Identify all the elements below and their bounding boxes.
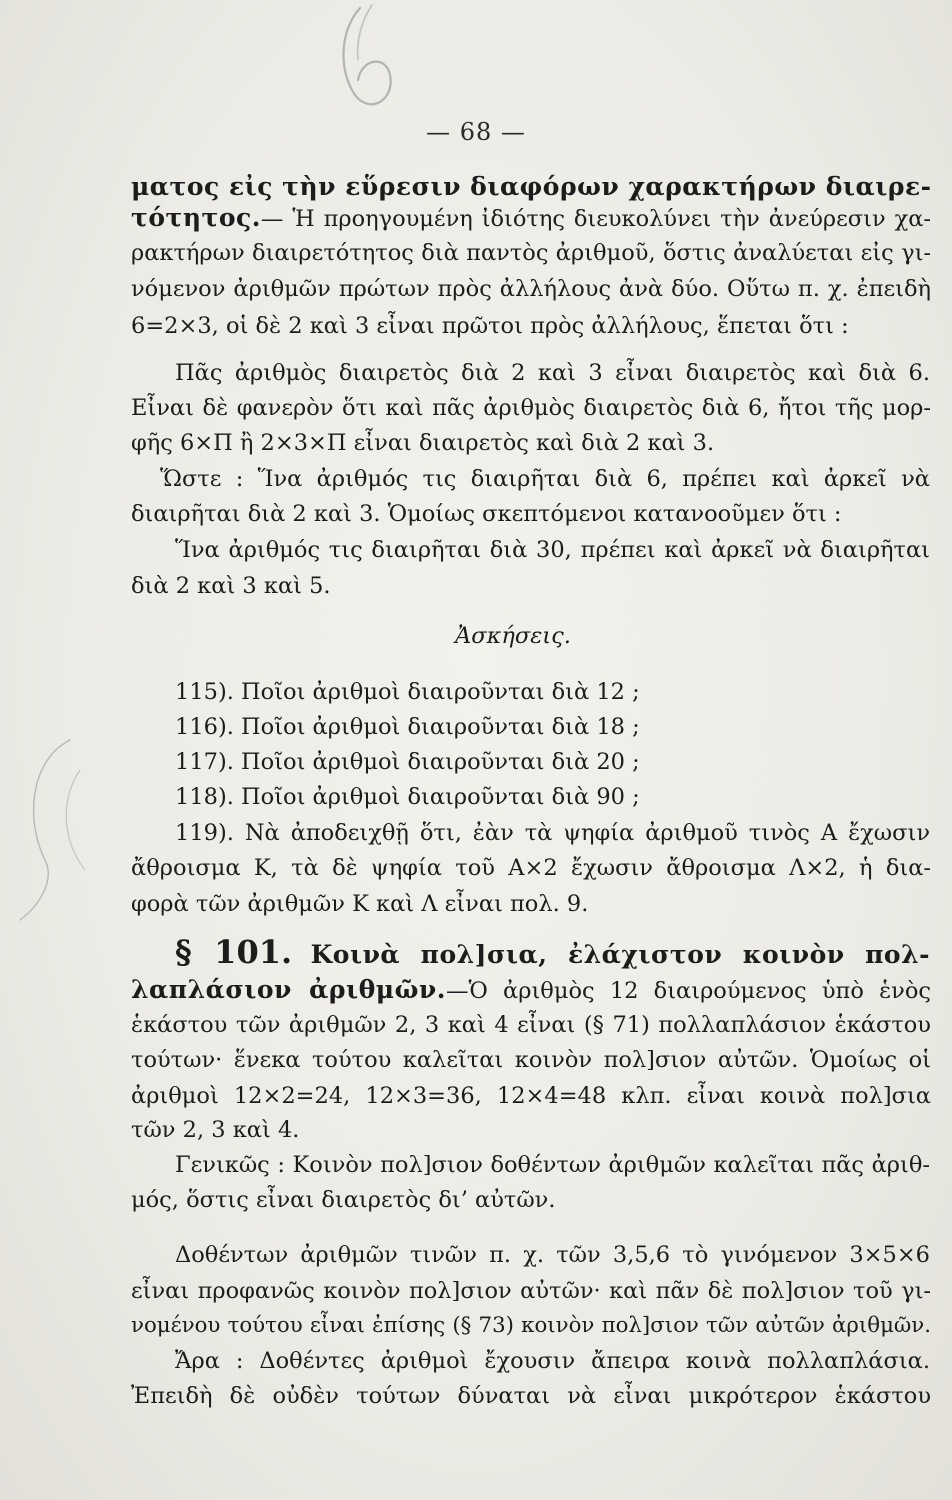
text-run: —Ὁ ἀριθμὸς 12 διαιρούμενος ὑπὸ ἑνὸς	[445, 978, 931, 1004]
exercise-item: 115). Ποῖοι ἀριθμοὶ διαιροῦνται διὰ 12 ;	[175, 679, 640, 705]
text-line: τούτων· ἕνεκα τούτου καλεῖται κοινὸν πολ]σιον αὐτῶν. Ὁμοίως οἱ	[131, 1047, 931, 1073]
exercise-item: 116). Ποῖοι ἀριθμοὶ διαιροῦνται διὰ 18 ;	[175, 714, 640, 740]
text-line: διαιρῆται διὰ 2 καὶ 3. Ὁμοίως σκεπτόμενοι κατανοοῦμεν ὅτι :	[131, 501, 842, 527]
text-line: Ἐπειδὴ δὲ οὐδὲν τούτων δύναται νὰ εἶναι μικρότερον ἑκάστου	[131, 1383, 931, 1409]
text-line: ἀριθμοὶ 12×2=24, 12×3=36, 12×4=48 κλπ. εἶναι κοινὰ πολ]σια	[131, 1083, 931, 1109]
text-line: φορὰ τῶν ἀριθμῶν Κ καὶ Λ εἶναι πολ. 9.	[131, 891, 589, 917]
text-line: μός, ὅστις εἶναι διαιρετὸς δι’ αὐτῶν.	[131, 1187, 556, 1213]
section-heading	[175, 932, 930, 972]
text-run: — Ἡ προηγουμένη ἰδιότης διευκολύνει τὴν ἀνεύρεσιν χα-	[260, 206, 931, 232]
text-line	[131, 975, 931, 1005]
text-line: Δοθέντων ἀριθμῶν τινῶν π. χ. τῶν 3,5,6 τὸ γινόμενον 3×5×6	[175, 1242, 930, 1268]
text-line: Ἵνα ἀριθμός τις διαιρῆται διὰ 30, πρέπει καὶ ἀρκεῖ νὰ διαιρῆται	[175, 537, 930, 563]
section-number: § 101.	[175, 933, 293, 971]
page-number: — 68 —	[426, 118, 526, 146]
text-line: Γενικῶς : Κοινὸν πολ]σιον δοθέντων ἀριθμῶν καλεῖται πᾶς ἀριθ-	[175, 1152, 930, 1178]
exercise-item: 119). Νὰ ἀποδειχθῇ ὅτι, ἐὰν τὰ ψηφία ἀριθμοῦ τινὸς Α ἔχωσιν	[175, 820, 930, 846]
text-line: Ὥστε : Ἵνα ἀριθμός τις διαιρῆται διὰ 6, πρέπει καὶ ἀρκεῖ νὰ	[160, 466, 930, 492]
section-title-end: λαπλάσιον ἀριθμῶν.	[131, 975, 446, 1004]
text-line: ρακτήρων διαιρετότητος διὰ παντὸς ἀριθμοῦ, ὅστις ἀναλύεται εἰς γι-	[131, 240, 931, 266]
margin-pencil-mark	[0, 730, 120, 930]
text-line: νόμενον ἀριθμῶν πρώτων πρὸς ἀλλήλους ἀνὰ δύο. Οὕτω π. χ. ἐπειδὴ	[131, 276, 931, 302]
text-line: ματος εἰς τὴν εὕρεσιν διαφόρων χαρακτήρων διαιρε-	[131, 172, 932, 201]
text-line: εἶναι προφανῶς κοινὸν πολ]σιον αὐτῶν· καὶ πᾶν δὲ πολ]σιον τοῦ γι-	[131, 1278, 931, 1304]
text-line: φῆς 6×Π ἢ 2×3×Π εἶναι διαιρετὸς καὶ διὰ 2 καὶ 3.	[131, 430, 715, 456]
section-title: Κοινὰ πολ]σια, ἐλάχιστον κοινὸν πολ-	[310, 940, 930, 969]
text-line: τῶν 2, 3 καὶ 4.	[131, 1117, 300, 1143]
text-line: ἑκάστου τῶν ἀριθμῶν 2, 3 καὶ 4 εἶναι (§ 71) πολλαπλάσιον ἑκάστου	[131, 1012, 931, 1038]
text-line: 6=2×3, οἱ δὲ 2 καὶ 3 εἶναι πρῶτοι πρὸς ἀλλήλους, ἕπεται ὅτι :	[131, 313, 849, 339]
exercise-item: 117). Ποῖοι ἀριθμοὶ διαιροῦνται διὰ 20 ;	[175, 749, 640, 775]
text-line	[131, 203, 931, 233]
text-line: ἄθροισμα Κ, τὰ δὲ ψηφία τοῦ Α×2 ἔχωσιν ἄθροισμα Λ×2, ἡ δια-	[131, 855, 931, 881]
heading-end: τότητος.	[131, 203, 261, 232]
text-line: νομένου τούτου εἶναι ἐπίσης (§ 73) κοινὸν πολ]σιον τῶν αὐτῶν ἀριθμῶν.	[131, 1313, 931, 1338]
text-line: Πᾶς ἀριθμὸς διαιρετὸς διὰ 2 καὶ 3 εἶναι διαιρετὸς καὶ διὰ 6.	[175, 360, 930, 386]
text-line: Εἶναι δὲ φανερὸν ὅτι καὶ πᾶς ἀριθμὸς διαιρετὸς διὰ 6, ἤτοι τῆς μορ-	[131, 395, 931, 421]
exercises-title: Ἀσκήσεις.	[455, 623, 571, 649]
text-line: διὰ 2 καὶ 3 καὶ 5.	[131, 573, 331, 599]
exercise-item: 118). Ποῖοι ἀριθμοὶ διαιροῦνται διὰ 90 ;	[175, 784, 640, 810]
text-line: Ἄρα : Δοθέντες ἀριθμοὶ ἔχουσιν ἄπειρα κοινὰ πολλαπλάσια.	[175, 1348, 930, 1374]
